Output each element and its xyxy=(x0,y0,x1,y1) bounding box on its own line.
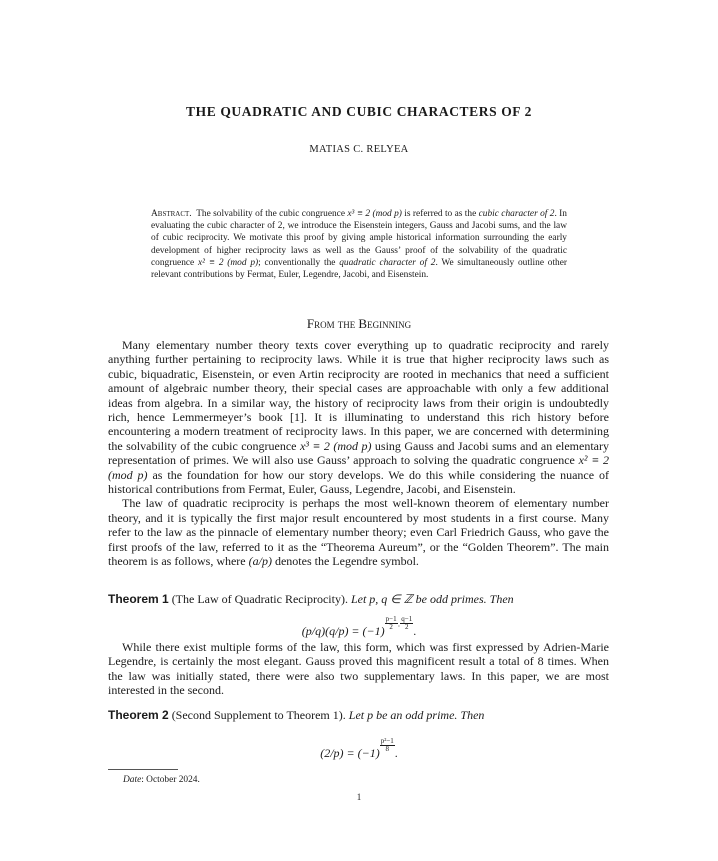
abstract-text: The solvability of the cubic congruence xyxy=(196,209,348,219)
theorem-statement: Let p be an odd prime. Then xyxy=(348,708,485,722)
inline-math: (a/p) xyxy=(248,554,272,569)
equation-quadratic-reciprocity: (p/q)(q/p) = (−1) $\frac{p-1}{2}$ · $\frac{q-1}{2}$ . xyxy=(301,615,417,638)
fraction: $\frac{q-1}{2}$ xyxy=(401,615,413,631)
abstract-label: Abstract. xyxy=(151,209,192,219)
fraction: $\frac{\text{p²−1}}{8}$ xyxy=(380,737,394,753)
inline-math: x³ ≡ 2 (mod p) xyxy=(299,438,372,453)
paragraph: Many elementary number theory texts cover everything up to quadratic reciprocity and rarely anything further pertaining to reciprocity laws. While it is true that higher reciprocity laws such as cubic, biquadratic, Eisenstein, or even Artin reciprocity are rooted in mechanics that need a sufficient amount of algebraic number theory, their special cases are approachable with only a few additional ideas from algebra. In a similar way, the history of reciprocity laws from their origin is undoubtedly rich, hence Lemmermeyer’s book [1]. It is illuminating to understand this rich history before encountering a modern treatment of reciprocity laws. In this paper, we are concerned with determining the solvability of the cubic congruence x³ ≡ 2 (mod p) using Gauss and Jacobi sums and an elementary representation of primes. We will also use Gauss’ approach to solving the quadratic congruence x² ≡ 2 (mod p) as the foundation for how our story develops. We do this while considering the nuance of historical contributions from Fermat, Euler, Gauss, Legendre, Jacobi, and Eisenstein. xyxy=(108,338,609,497)
author-name: MATIAS C. RELYEA xyxy=(309,144,409,155)
footnote-rule xyxy=(108,769,178,770)
footnote: Date: October 2024. xyxy=(123,775,200,785)
theorem-name: (The Law of Quadratic Reciprocity). xyxy=(171,592,348,606)
page-number: 1 xyxy=(356,792,362,802)
equation-second-supplement: (2/p) = (−1) $\frac{\text{p²−1}}{8}$ . xyxy=(320,737,398,760)
post-theorem-paragraph xyxy=(108,640,609,698)
theorem-label: Theorem 2 xyxy=(108,708,169,722)
abstract-text: . We simultaneously outline other relevant contributions by Fermat, Euler, Legendre, Jacobi, and Eisenstein. xyxy=(151,257,568,281)
abstract-math: x² ≡ 2 (mod p) xyxy=(197,257,259,268)
inline-math: x² ≡ 2 (mod p) xyxy=(108,453,609,482)
paragraph: While there exist multiple forms of the law, this form, which was first expressed by Adrien-Marie Legendre, is certainly the most elegant. Gauss proved this magnificent result a total of 8 times. When the law was initially stated, there were also two supplementary laws. In this paper, we are most interested in the second. xyxy=(108,640,609,698)
fraction: $\frac{p-1}{2}$ xyxy=(385,615,397,631)
abstract-emphasis: quadratic character of 2 xyxy=(339,257,436,268)
abstract-emphasis: cubic character of 2 xyxy=(478,209,555,219)
section-heading: From the Beginning xyxy=(306,316,412,331)
theorem-statement: Let p, q ∈ ℤ be odd primes. Then xyxy=(350,592,514,606)
theorem-label: Theorem 1 xyxy=(108,592,169,606)
abstract-text: ; conventionally the xyxy=(258,257,340,268)
abstract-math: x³ ≡ 2 (mod p) xyxy=(347,209,402,219)
abstract-text: . In evaluating the cubic character of 2, we introduce the Eisenstein integers, Gauss and Jacobi sums, and the law of cubic reciprocity. We motivate this proof by giving ample historical information surrounding the early development of higher reciprocity laws as well as the Gauss’ proof of the solvability of the quadratic congruence xyxy=(151,209,567,268)
abstract xyxy=(151,208,567,281)
paragraph: The law of quadratic reciprocity is perhaps the most well-known theorem of elementary number theory, and it is typically the first major result encountered by most students in a first course. Many refer to the law as the pinnacle of elementary number theory; even Carl Friedrich Gauss, who gave the first proofs of the law, referred to it as the “Theorema Aureum”, or the “Golden Theorem”. The main theorem is as follows, where (a/p) denotes the Legendre symbol. xyxy=(108,496,609,569)
theorem-name: (Second Supplement to Theorem 1). xyxy=(171,708,346,722)
theorem-2 xyxy=(108,708,609,722)
intro-section xyxy=(108,338,609,569)
theorem-1 xyxy=(108,592,609,606)
paper-title: THE QUADRATIC AND CUBIC CHARACTERS OF 2 xyxy=(186,104,532,119)
abstract-text: is referred to as the xyxy=(401,209,479,219)
